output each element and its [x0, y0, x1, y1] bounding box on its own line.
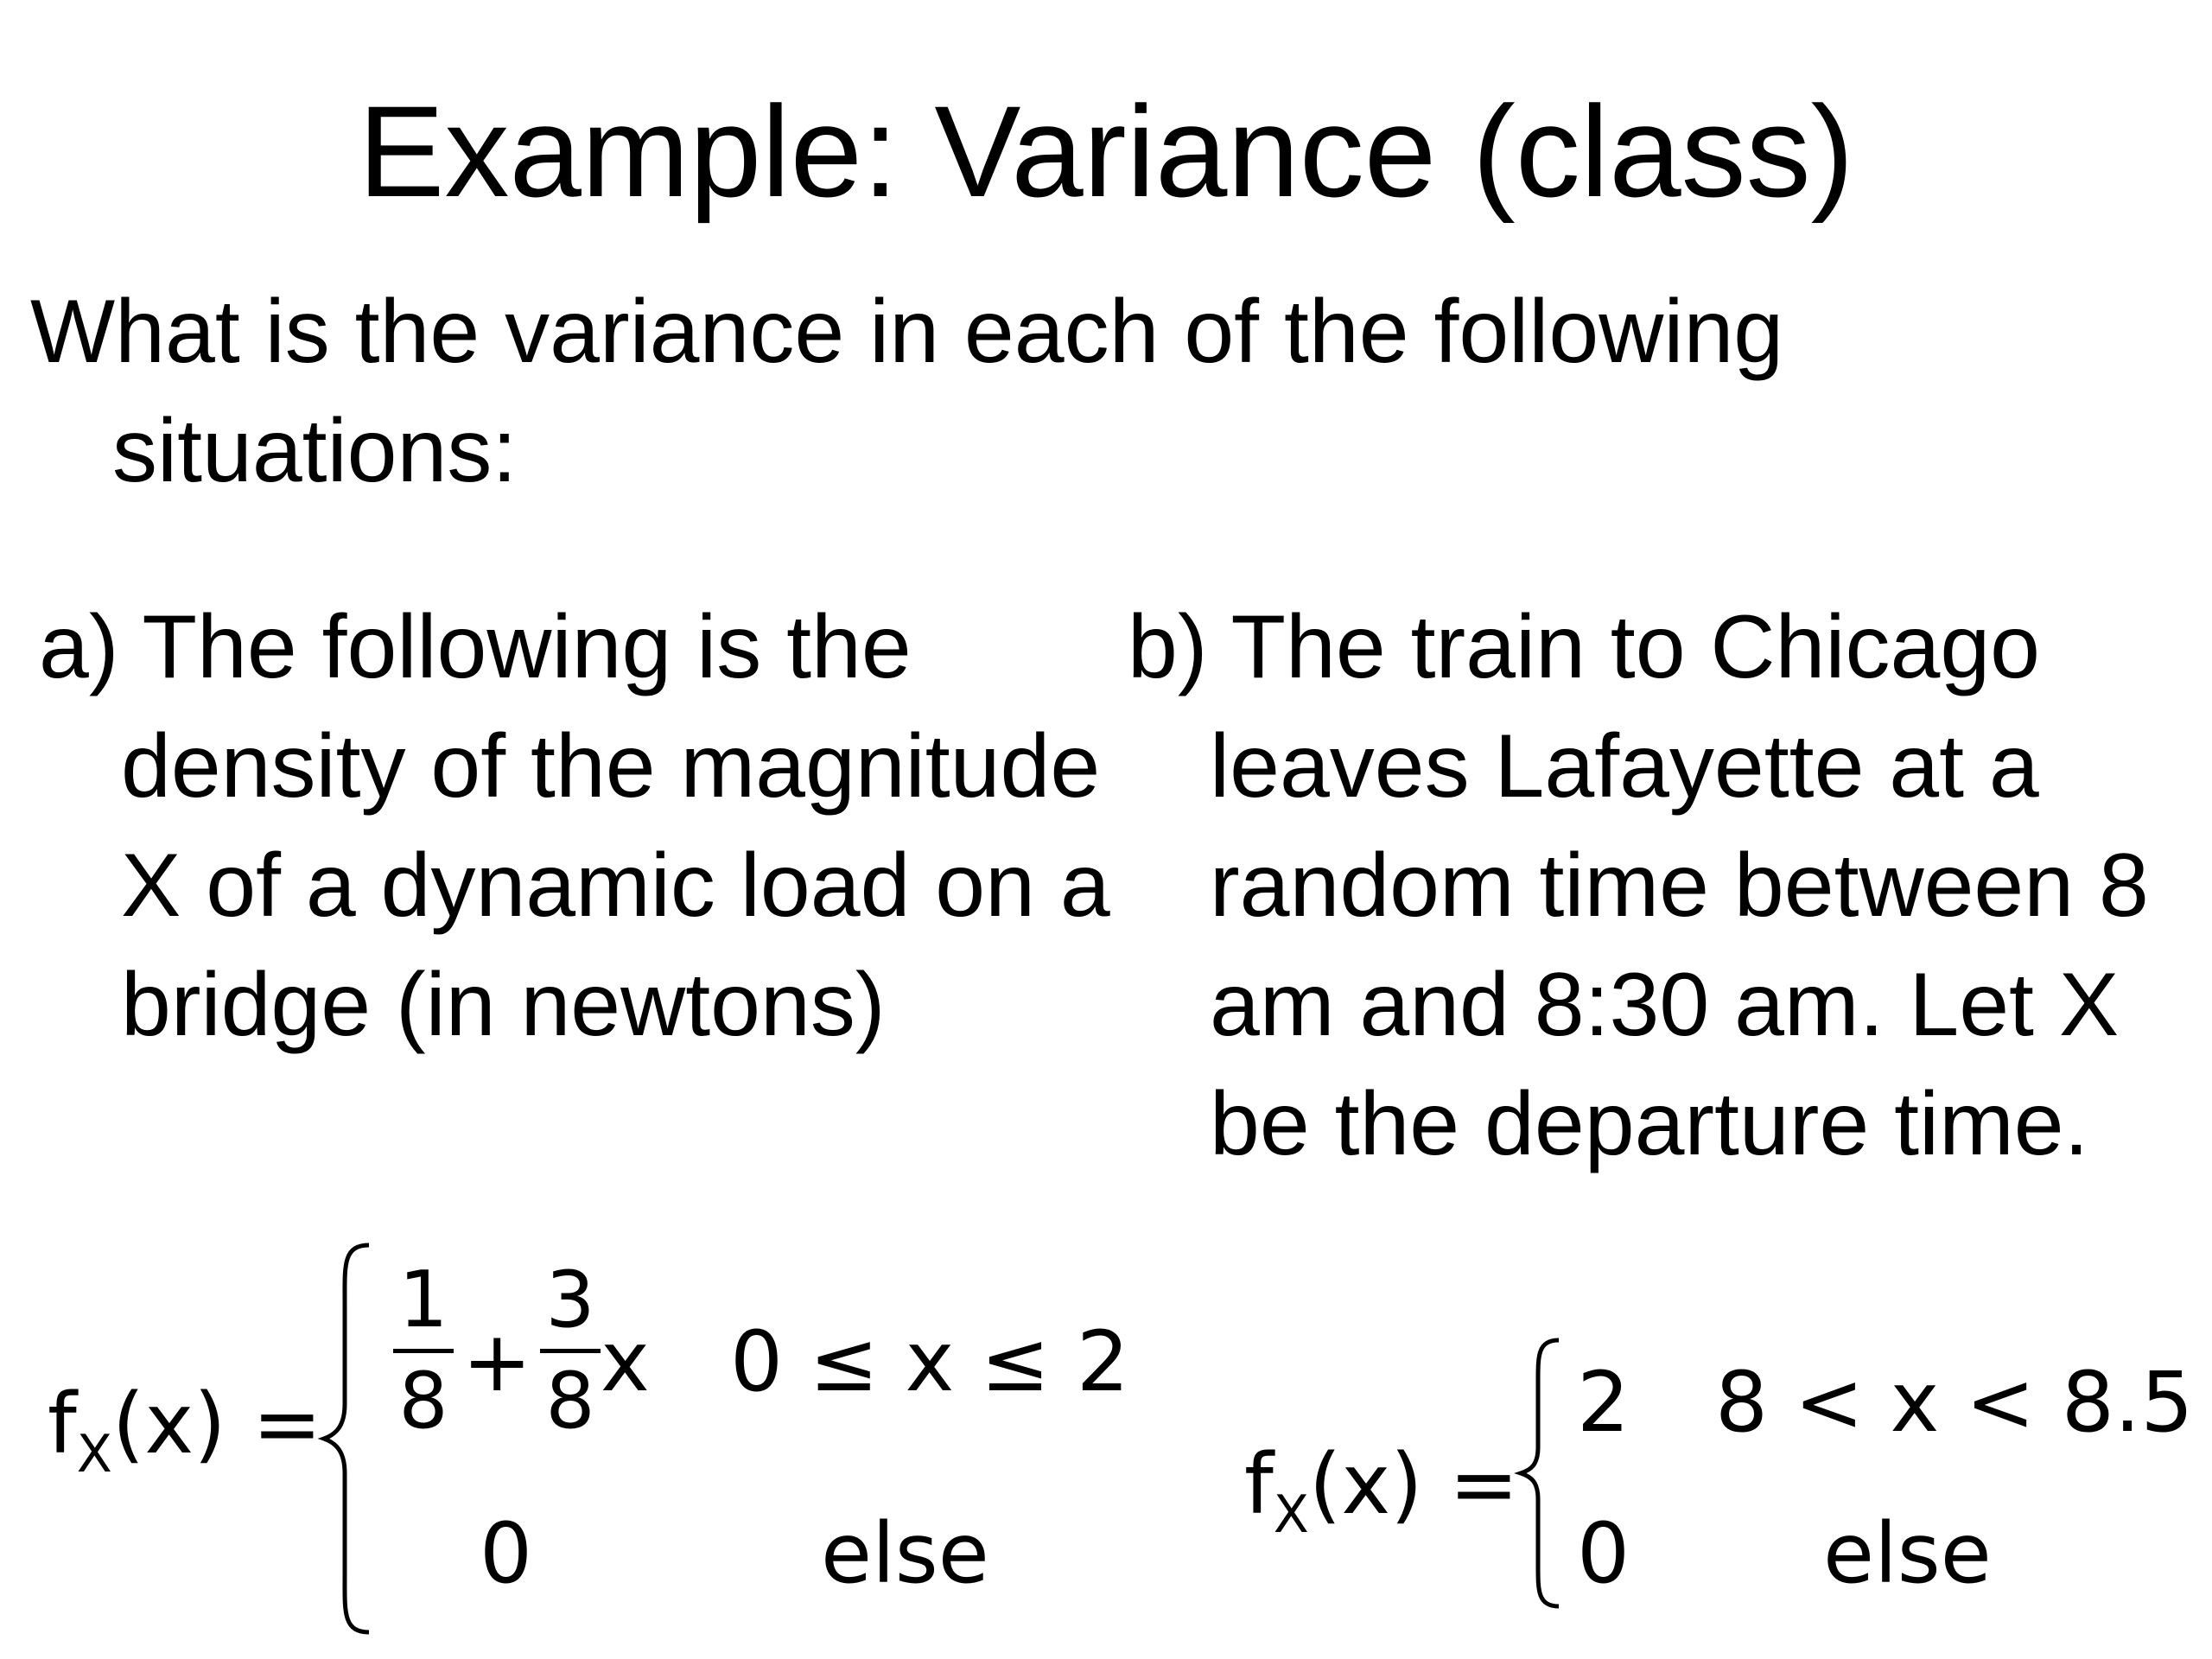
formula-a-subscript: X [76, 1424, 112, 1484]
formula-b-lhs-rest: (x) = [1308, 1436, 1519, 1533]
formula-a-variable: x [601, 1313, 650, 1410]
formula-a-lhs [48, 1376, 322, 1484]
formula-a-frac2-num: 3 [545, 1255, 595, 1345]
formula-a-lhs-rest: (x) = [111, 1376, 322, 1472]
formula-a-case2-value: 0 [480, 1505, 533, 1602]
formula-a-frac1-num: 1 [398, 1255, 448, 1345]
formula-a-frac2-den: 8 [545, 1356, 595, 1446]
formula-a-frac1-den: 8 [398, 1356, 448, 1446]
formula-a-case2-condition: else [821, 1505, 989, 1602]
formula-a-brace [317, 1240, 378, 1637]
formula-b-case1-condition: 8 < x < 8.5 [1715, 1354, 2194, 1451]
formula-a-f: f [48, 1376, 77, 1472]
formula-a-fraction-1 [393, 1257, 454, 1445]
intro-question: What is the variance in each of the following situations: [30, 282, 1784, 501]
formula-a-fraction-2 [540, 1257, 601, 1445]
slide-title: Example: Variance (class) [358, 79, 1854, 224]
formula-b-case2-value: 0 [1577, 1505, 1630, 1602]
formula-b-lhs [1244, 1436, 1519, 1545]
part-b-text: b) The train to Chicago leaves Lafayette at a random time between 8 am and 8:30 am. Let X be the departure time. [1128, 597, 2149, 1174]
density-formula-b [1244, 1331, 2194, 1624]
formula-a-plus: + [462, 1313, 532, 1410]
formula-b-case1-value: 2 [1577, 1354, 1630, 1451]
formula-b-brace [1514, 1335, 1566, 1611]
formula-b-f: f [1244, 1436, 1274, 1533]
formula-b-subscript: X [1273, 1484, 1309, 1545]
density-formula-a [48, 1227, 1129, 1624]
part-a-text: a) The following is the density of the magnitude X of a dynamic load on a bridge (in newtons) [39, 597, 1110, 1055]
formula-a-case1-condition: 0 ≤ x ≤ 2 [730, 1313, 1129, 1410]
formula-b-case2-condition: else [1823, 1505, 1992, 1602]
